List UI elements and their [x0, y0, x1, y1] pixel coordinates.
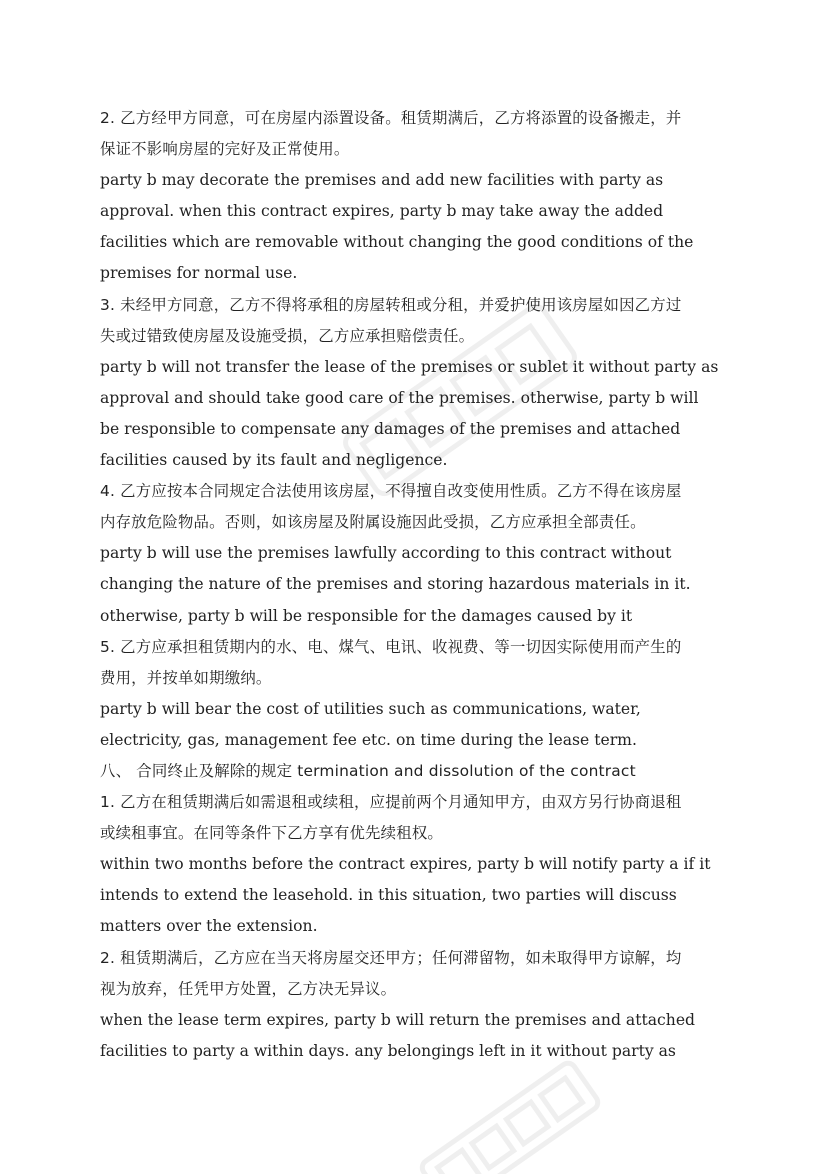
clause-line-en: party b will not transfer the lease of the premises or sublet it without party as — [100, 357, 719, 376]
clause-line-zh: 视为放弃，任凭甲方处置，乙方决无异议。 — [100, 979, 397, 998]
clause-line-en: be responsible to compensate any damages of the premises and attached — [100, 419, 681, 438]
clause-line-en: within two months before the contract expires, party b will notify party a if it — [100, 855, 711, 874]
contract-body — [100, 103, 732, 1067]
clause-line-en: party b will use the premises lawfully according to this contract without — [100, 544, 672, 563]
clause-line-en: facilities to party a within days. any belongings left in it without party as — [100, 1041, 676, 1060]
clause-line-zh: 八、 合同终止及解除的规定 termination and dissolution of the contract — [100, 761, 636, 780]
clause-line-en: premises for normal use. — [100, 264, 298, 283]
clause-line-en: matters over the extension. — [100, 917, 318, 936]
clause-line-en: facilities which are removable without changing the good conditions of the — [100, 233, 694, 252]
clause-line-zh: 2. 租赁期满后，乙方应在当天将房屋交还甲方；任何滞留物，如未取得甲方谅解，均 — [100, 948, 682, 967]
clause-line-en: otherwise, party b will be responsible for the damages caused by it — [100, 606, 633, 625]
clause-line-zh: 费用，并按单如期缴纳。 — [100, 668, 272, 687]
clause-line-en: approval and should take good care of the premises. otherwise, party b will — [100, 388, 699, 407]
clause-line-en: intends to extend the leasehold. in this situation, two parties will discuss — [100, 886, 677, 905]
clause-line-zh: 内存放危险物品。否则，如该房屋及附属设施因此受损，乙方应承担全部责任。 — [100, 513, 646, 532]
clause-line-zh: 失或过错致使房屋及设施受损，乙方应承担赔偿责任。 — [100, 326, 475, 345]
clause-line-en: changing the nature of the premises and storing hazardous materials in it. — [100, 575, 691, 594]
clause-line-en: electricity, gas, management fee etc. on time during the lease term. — [100, 730, 637, 749]
clause-line-en: approval. when this contract expires, party b may take away the added — [100, 202, 664, 221]
clause-line-en: when the lease term expires, party b will return the premises and attached — [100, 1010, 696, 1029]
clause-line-zh: 2. 乙方经甲方同意，可在房屋内添置设备。租赁期满后，乙方将添置的设备搬走，并 — [100, 109, 682, 127]
clause-line-zh: 4. 乙方应按本合同规定合法使用该房屋，不得擅自改变使用性质。乙方不得在该房屋 — [100, 482, 682, 501]
clause-line-zh: 5. 乙方应承担租赁期内的水、电、煤气、电讯、收视费、等一切因实际使用而产生的 — [100, 637, 682, 656]
clause-line-zh: 3. 未经甲方同意，乙方不得将承租的房屋转租或分租，并爱护使用该房屋如因乙方过 — [100, 295, 682, 314]
clause-line-en: party b will bear the cost of utilities such as communications, water, — [100, 699, 641, 718]
clause-line-en: party b may decorate the premises and add new facilities with party as — [100, 171, 664, 190]
clause-line-zh: 1. 乙方在租赁期满后如需退租或续租，应提前两个月通知甲方，由双方另行协商退租 — [100, 793, 682, 812]
clause-line-zh: 保证不影响房屋的完好及正常使用。 — [100, 140, 350, 159]
clause-line-en: facilities caused by its fault and negligence. — [100, 451, 448, 470]
clause-line-zh: 或续租事宜。在同等条件下乙方享有优先续租权。 — [100, 824, 443, 843]
